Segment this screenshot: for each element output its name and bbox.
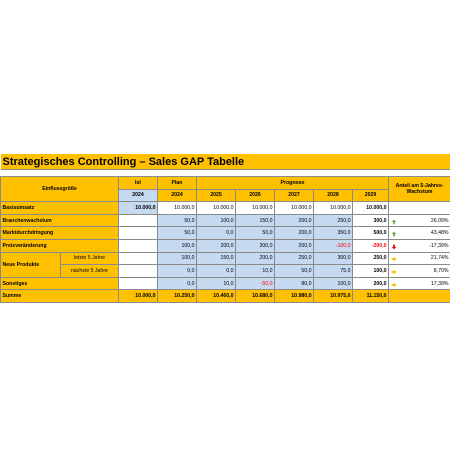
share-cell[interactable] xyxy=(389,290,450,303)
value-cell[interactable]: 10.000,0 xyxy=(158,202,197,215)
sum-cell[interactable]: 10.250,0 xyxy=(158,290,197,303)
share-cell[interactable] xyxy=(389,265,450,278)
sum-ist-cell[interactable]: 10.000,0 xyxy=(119,290,158,303)
spacer-cell xyxy=(1,170,450,177)
value-cell[interactable]: 250,0 xyxy=(275,252,314,265)
value-cell[interactable]: 150,0 xyxy=(236,214,275,227)
value-cell[interactable]: 200,0 xyxy=(197,239,236,252)
value-cell[interactable]: 100,0 xyxy=(158,252,197,265)
value-cell[interactable]: 500,0 xyxy=(353,227,389,240)
value-cell[interactable]: 10.000,0 xyxy=(197,202,236,215)
share-value: -17,39% xyxy=(429,242,449,249)
year-ist[interactable]: 2024 xyxy=(119,189,158,202)
share-cell[interactable] xyxy=(389,277,450,290)
header-forecast[interactable]: Prognose xyxy=(197,177,389,190)
year-2026[interactable]: 2026 xyxy=(236,189,275,202)
value-cell[interactable]: 50,0 xyxy=(158,214,197,227)
table-row xyxy=(1,252,450,265)
ist-cell[interactable] xyxy=(119,239,158,252)
ist-cell[interactable] xyxy=(119,214,158,227)
share-value: 8,70% xyxy=(433,267,449,274)
value-cell[interactable]: 80,0 xyxy=(275,277,314,290)
sum-cell[interactable]: 10.680,0 xyxy=(236,290,275,303)
value-cell[interactable]: 200,0 xyxy=(275,227,314,240)
share-value: 26,09% xyxy=(430,217,449,224)
value-cell[interactable]: 200,0 xyxy=(275,239,314,252)
value-cell[interactable]: 0,0 xyxy=(158,265,197,278)
value-cell[interactable]: 10.000,0 xyxy=(314,202,353,215)
ist-cell[interactable] xyxy=(119,227,158,240)
ist-cell[interactable] xyxy=(119,252,158,265)
row-label[interactable]: Summe xyxy=(1,290,119,303)
ist-cell[interactable] xyxy=(119,265,158,278)
sum-cell[interactable]: 11.150,0 xyxy=(353,290,389,303)
value-cell[interactable]: 300,0 xyxy=(236,239,275,252)
value-cell[interactable]: 250,0 xyxy=(314,214,353,227)
value-cell[interactable]: 75,0 xyxy=(314,265,353,278)
header-share[interactable]: Anteil am 5-Jahres-Wachstum xyxy=(389,177,450,202)
value-cell[interactable]: 10.000,0 xyxy=(353,202,389,215)
header-plan[interactable]: Plan xyxy=(158,177,197,190)
sales-gap-table xyxy=(0,154,450,303)
value-cell[interactable]: -50,0 xyxy=(236,277,275,290)
trend-down-icon xyxy=(391,244,397,250)
value-cell[interactable]: 100,0 xyxy=(314,277,353,290)
value-cell[interactable]: 300,0 xyxy=(353,214,389,227)
value-cell[interactable]: 0,0 xyxy=(197,265,236,278)
value-cell[interactable]: 150,0 xyxy=(197,252,236,265)
value-cell[interactable]: 350,0 xyxy=(314,227,353,240)
value-cell[interactable]: 100,0 xyxy=(197,214,236,227)
sheet-title[interactable]: Strategisches Controlling – Sales GAP Tabelle xyxy=(1,154,450,170)
year-2025[interactable]: 2025 xyxy=(197,189,236,202)
sum-cell[interactable]: 10.980,0 xyxy=(275,290,314,303)
share-cell[interactable] xyxy=(389,252,450,265)
sub-row-label[interactable]: nächste 5 Jahre xyxy=(61,265,119,278)
row-label[interactable]: Neue Produkte xyxy=(1,252,61,277)
value-cell[interactable]: 100,0 xyxy=(158,239,197,252)
year-plan[interactable]: 2024 xyxy=(158,189,197,202)
value-cell[interactable]: 10.000,0 xyxy=(275,202,314,215)
year-2029[interactable]: 2029 xyxy=(353,189,389,202)
share-cell[interactable] xyxy=(389,214,450,227)
table-row xyxy=(1,214,450,227)
trend-right-icon xyxy=(391,269,397,275)
header-ist[interactable]: Ist xyxy=(119,177,158,190)
sum-cell[interactable]: 10.975,0 xyxy=(314,290,353,303)
sub-row-label[interactable]: letzte 5 Jahre xyxy=(61,252,119,265)
value-cell[interactable]: 200,0 xyxy=(275,214,314,227)
table-row xyxy=(1,239,450,252)
table-row xyxy=(1,265,450,278)
value-cell[interactable]: 200,0 xyxy=(353,277,389,290)
share-value: 17,39% xyxy=(430,280,449,287)
trend-up-icon xyxy=(391,231,397,237)
header-influence[interactable]: Einflussgröße xyxy=(1,177,119,202)
trend-right-icon xyxy=(391,282,397,288)
value-cell[interactable]: 0,0 xyxy=(158,277,197,290)
share-value: 43,48% xyxy=(430,230,449,237)
share-cell[interactable] xyxy=(389,227,450,240)
base-ist-cell[interactable]: 10.000,0 xyxy=(119,202,158,215)
value-cell[interactable]: 50,0 xyxy=(236,227,275,240)
value-cell[interactable]: 100,0 xyxy=(353,265,389,278)
row-label[interactable]: Branchenwachstum xyxy=(1,214,119,227)
row-label[interactable]: Preisveränderung xyxy=(1,239,119,252)
sum-row xyxy=(1,290,450,303)
ist-cell[interactable] xyxy=(119,277,158,290)
value-cell[interactable]: 300,0 xyxy=(314,252,353,265)
row-label[interactable]: Sonstiges xyxy=(1,277,119,290)
value-cell[interactable]: 50,0 xyxy=(275,265,314,278)
value-cell[interactable]: 10.000,0 xyxy=(236,202,275,215)
share-cell[interactable] xyxy=(389,239,450,252)
value-cell[interactable]: 10,0 xyxy=(197,277,236,290)
trend-right-icon xyxy=(391,256,397,262)
row-label[interactable]: Basisumsatz xyxy=(1,202,119,215)
table-row xyxy=(1,277,450,290)
trend-up-icon xyxy=(391,219,397,225)
year-2028[interactable]: 2028 xyxy=(314,189,353,202)
value-cell[interactable]: 0,0 xyxy=(197,227,236,240)
value-cell[interactable]: 50,0 xyxy=(158,227,197,240)
share-value: 21,74% xyxy=(430,255,449,262)
value-cell[interactable]: -200,0 xyxy=(353,239,389,252)
value-cell[interactable]: -100,0 xyxy=(314,239,353,252)
value-cell[interactable]: 250,0 xyxy=(353,252,389,265)
table-row xyxy=(1,227,450,240)
value-cell[interactable]: 10,0 xyxy=(236,265,275,278)
share-cell[interactable] xyxy=(389,202,450,215)
sum-cell[interactable]: 10.460,0 xyxy=(197,290,236,303)
year-2027[interactable]: 2027 xyxy=(275,189,314,202)
value-cell[interactable]: 200,0 xyxy=(236,252,275,265)
row-label[interactable]: Marktdurchdringung xyxy=(1,227,119,240)
